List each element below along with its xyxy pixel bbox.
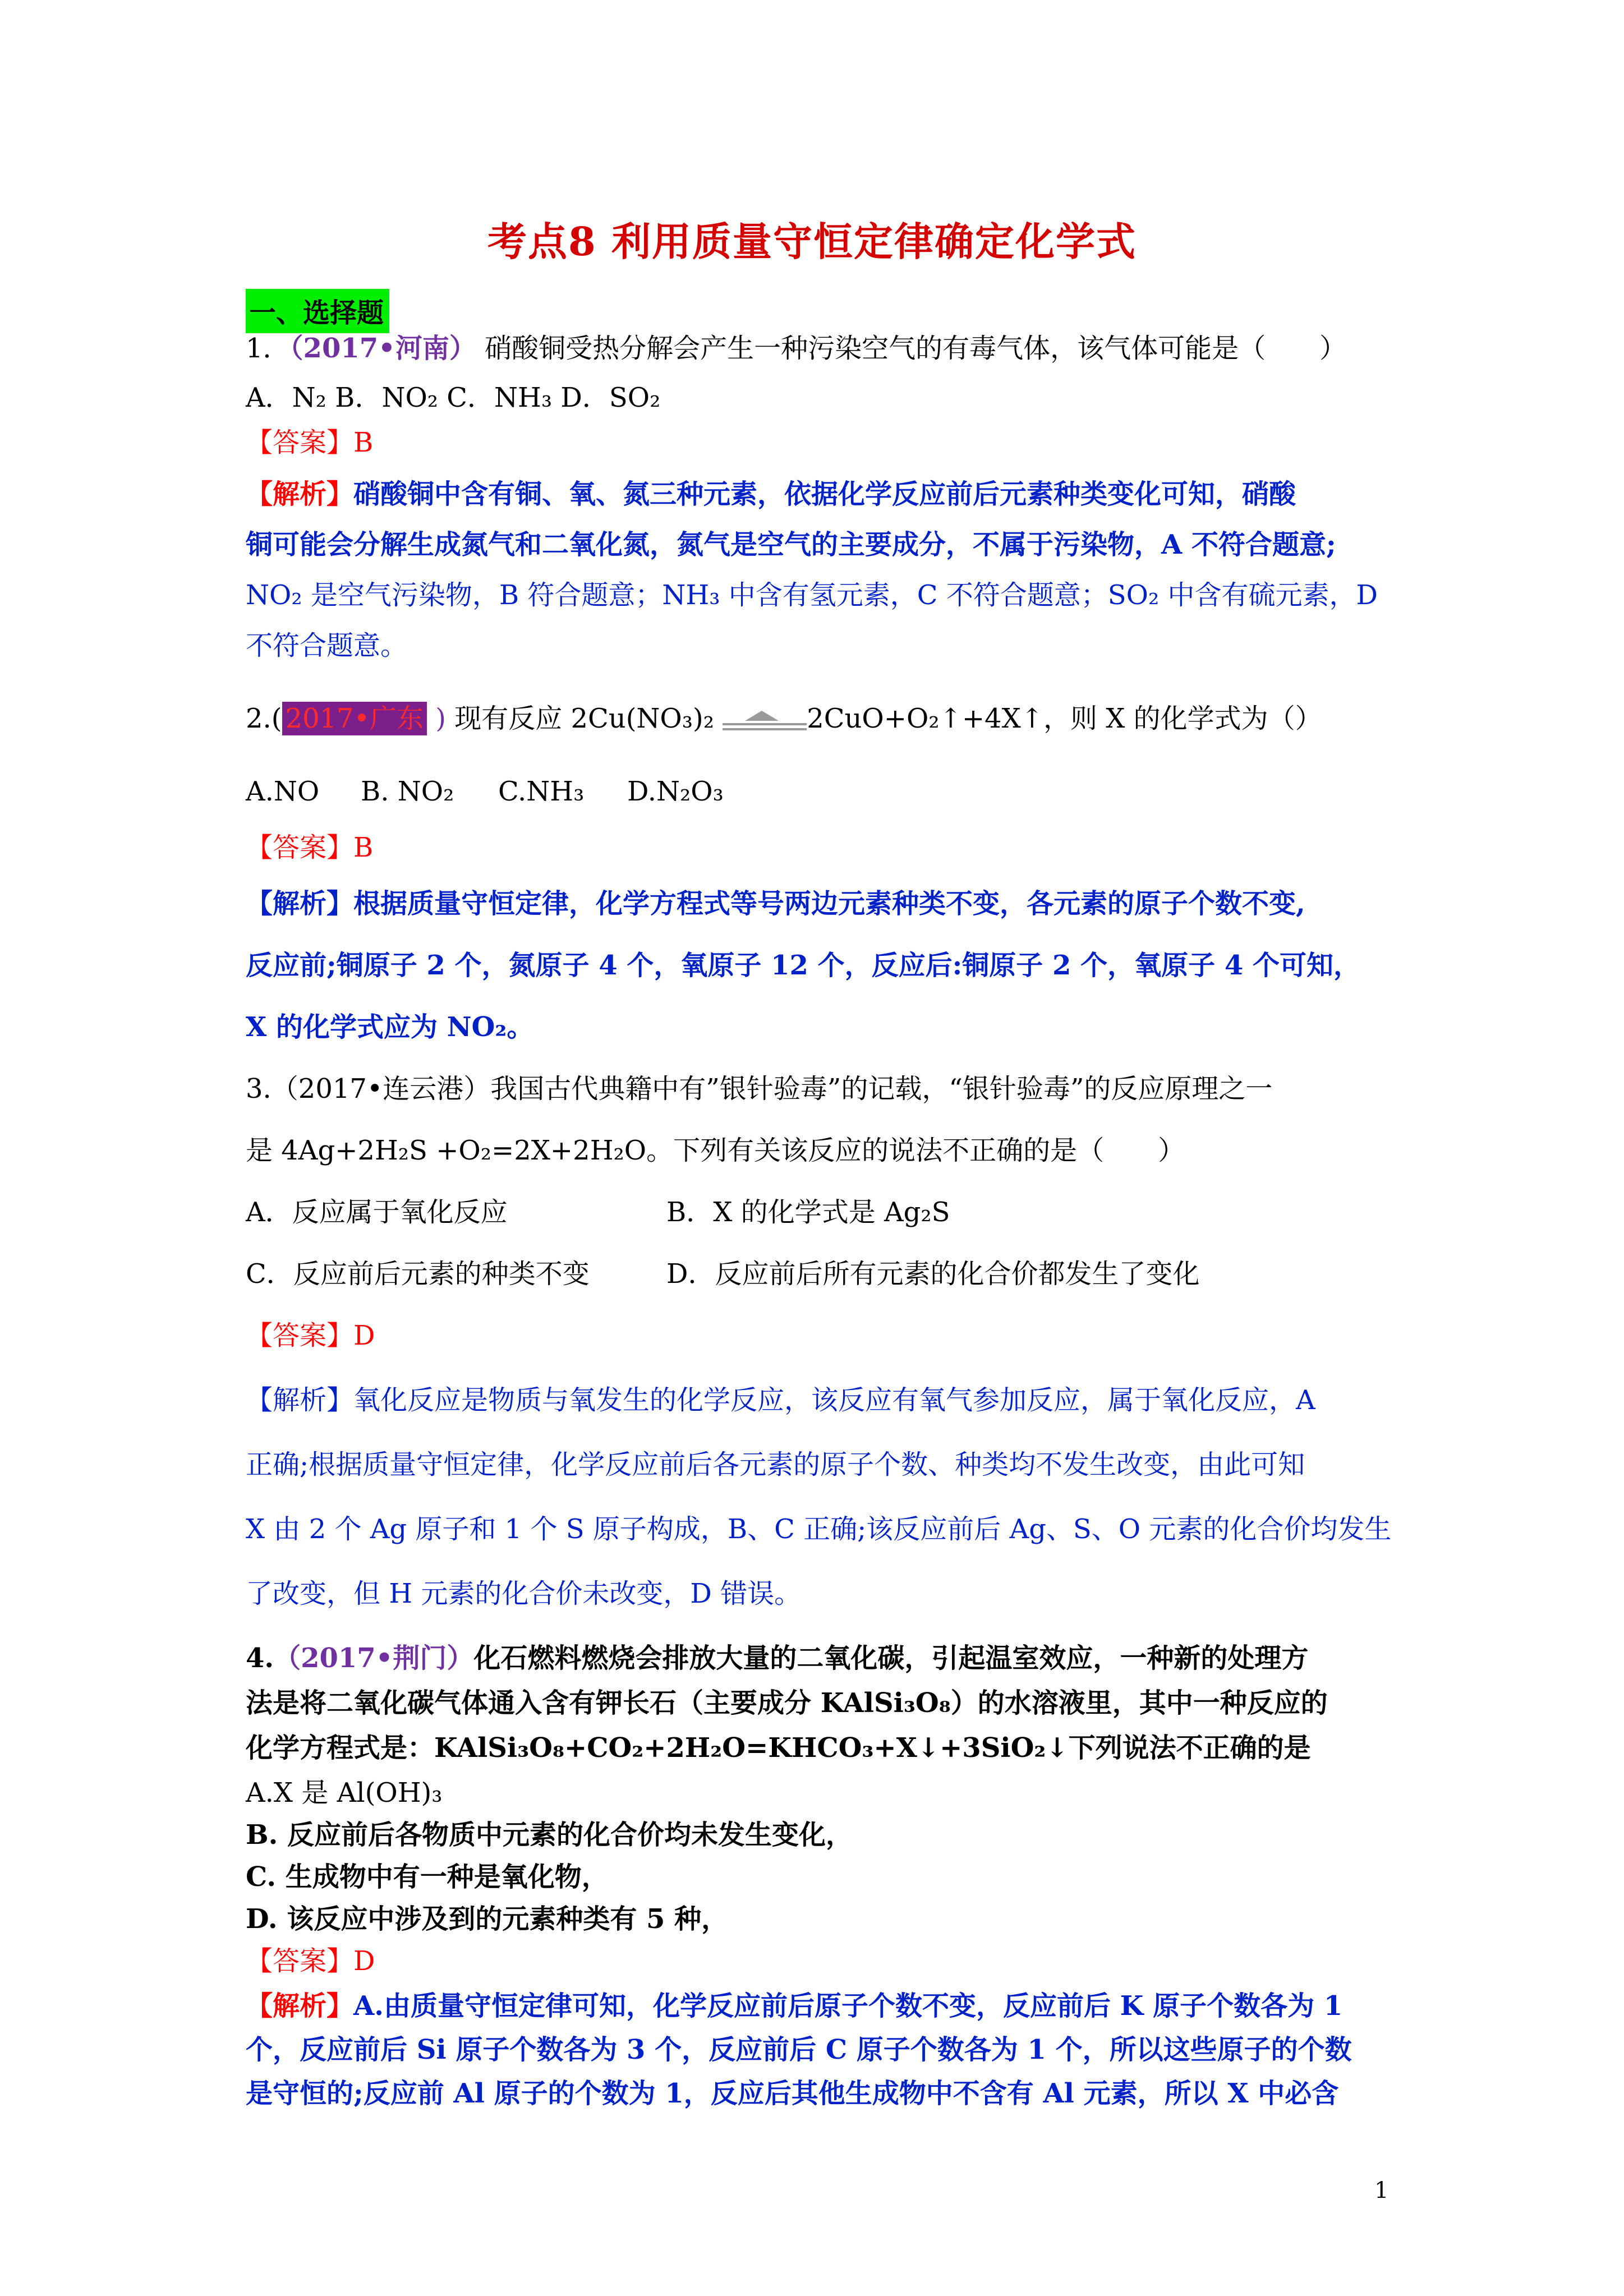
- q2-option-d: D.N₂O₃: [627, 776, 724, 807]
- q2-option-b: B. NO₂: [361, 776, 454, 807]
- q1-source: （2017•河南）: [289, 333, 476, 364]
- q2-analysis-line-1: 【解析】根据质量守恒定律，化学方程式等号两边元素种类不变，各元素的原子个数不变,: [246, 888, 1305, 919]
- q2-option-c: C.NH₃: [498, 776, 585, 807]
- q4-option-c: C. 生成物中有一种是氧化物，: [246, 1861, 609, 1893]
- q3-analysis-line-3: X 由 2 个 Ag 原子和 1 个 S 原子构成，B、C 正确;该反应前后 Ag、S、O 元素的化合价均发生: [246, 1513, 1392, 1545]
- q3-options-row-1: [246, 1198, 950, 1227]
- q4-source: （2017•荆门）: [274, 1642, 474, 1674]
- q2-options: [246, 777, 724, 807]
- q2-source: 2017•广东: [282, 702, 427, 735]
- page-number: 1: [1374, 2178, 1389, 2203]
- q4-stem-line-2: 法是将二氧化碳气体通入含有钾长石（主要成分 KAlSi₃O₈）的水溶液里，其中一种反应的: [246, 1687, 1328, 1719]
- q3-answer: [246, 1321, 375, 1351]
- q1-stem-text: 硝酸铜受热分解会产生一种污染空气的有毒气体，该气体可能是（ ）: [476, 333, 1347, 364]
- q2-option-a: A.NO: [246, 776, 320, 807]
- q3-analysis-line-2: 正确;根据质量守恒定律，化学反应前后各元素的原子个数、种类均不发生改变，由此可知: [246, 1449, 1305, 1480]
- q1-options: A．N₂ B．NO₂ C．NH₃ D．SO₂: [246, 382, 661, 413]
- q3-stem-line-2: 是 4Ag+2H₂S +O₂=2X+2H₂O。下列有关该反应的说法不正确的是（ ）: [246, 1135, 1185, 1166]
- q2-analysis-line-3: X 的化学式应为 NO₂。: [246, 1011, 534, 1043]
- q4-analysis-tag: 【解析】: [246, 1990, 354, 2022]
- q4-analysis-line-3: 是守恒的;反应前 Al 原子的个数为 1，反应后其他生成物中不含有 Al 元素，所以 X 中必含: [246, 2078, 1339, 2109]
- q3-analysis-line-1: 【解析】氧化反应是物质与氧发生的化学反应，该反应有氧气参加反应，属于氧化反应，A: [246, 1384, 1315, 1416]
- q1-analysis-line-3: NO₂ 是空气污染物，B 符合题意；NH₃ 中含有氢元素，C 不符合题意；SO₂ 中含有硫元素，D: [246, 579, 1378, 611]
- q4-analysis-line-2: 个，反应前后 Si 原子个数各为 3 个，反应前后 C 原子个数各为 1 个，所以这些原子的个数: [246, 2034, 1352, 2065]
- q3-option-b: B．X 的化学式是 Ag₂S: [666, 1197, 950, 1228]
- heat-equal-sign-icon: [723, 710, 807, 732]
- q4-option-a: A.X 是 Al(OH)₃: [246, 1777, 443, 1809]
- q4-option-b: B. 反应前后各物质中元素的化合价均未发生变化，: [246, 1819, 853, 1851]
- q1-stem: [246, 334, 1346, 364]
- q1-analysis-line-2: 铜可能会分解生成氮气和二氧化氮，氮气是空气的主要成分，不属于污染物，A 不符合题意;: [246, 529, 1336, 560]
- q1-answer-tag: 【答案】: [246, 427, 354, 458]
- section-label: 一、选择题: [246, 289, 389, 333]
- q2-answer-value: B: [353, 832, 374, 863]
- q3-analysis-line-4: 了改变，但 H 元素的化合价未改变，D 错误。: [246, 1578, 802, 1609]
- q4-answer: [246, 1947, 375, 1976]
- q4-analysis-line-1: 【解析】A.由质量守恒定律可知，化学反应前后原子个数不变，反应前后 K 原子个数各为 1: [246, 1990, 1343, 2022]
- q4-number: 4.: [246, 1642, 274, 1674]
- q3-analysis-tag: 【解析】: [246, 1384, 354, 1416]
- q3-option-a: A．反应属于氧化反应: [246, 1197, 508, 1228]
- q1-answer-value: B: [353, 427, 374, 458]
- q1-answer: [246, 428, 373, 458]
- q4-stem-line-1: 4.（2017•荆门）化石燃料燃烧会排放大量的二氧化碳，引起温室效应，一种新的处理方: [246, 1642, 1309, 1674]
- q2-analysis-line-2: 反应前;铜原子 2 个，氮原子 4 个，氧原子 12 个，反应后:铜原子 2 个，氧原子 4 个可知，: [246, 950, 1360, 981]
- q2-answer: [246, 833, 373, 863]
- q3-options-row-2: [246, 1259, 1200, 1289]
- q1-number: 1．: [246, 333, 290, 364]
- q3-answer-value: D: [353, 1320, 375, 1351]
- q2-answer-tag: 【答案】: [246, 832, 354, 863]
- q1-analysis-line-4: 不符合题意。: [246, 630, 408, 661]
- q3-option-c: C．反应前后元素的种类不变: [246, 1258, 590, 1290]
- q4-answer-value: D: [353, 1945, 375, 1977]
- q2-number: 2.(: [246, 703, 282, 734]
- q4-answer-tag: 【答案】: [246, 1945, 354, 1977]
- q2-analysis-tag: 【解析】: [246, 888, 354, 919]
- q1-analysis-tag: 【解析】: [246, 478, 354, 510]
- q3-option-d: D．反应前后所有元素的化合价都发生了变化: [666, 1258, 1200, 1290]
- q1-analysis-line-1: 【解析】硝酸铜中含有铜、氧、氮三种元素，依据化学反应前后元素种类变化可知，硝酸: [246, 478, 1296, 510]
- q3-stem-line-1: 3.（2017•连云港）我国古代典籍中有”银针验毒”的记载，“银针验毒”的反应原理之一: [246, 1073, 1273, 1105]
- q4-stem-line-3: 化学方程式是：KAlSi₃O₈+CO₂+2H₂O=KHCO₃+X↓+3SiO₂↓下列说法不正确的是: [246, 1732, 1311, 1764]
- q3-answer-tag: 【答案】: [246, 1320, 354, 1351]
- page-title: 考点8 利用质量守恒定律确定化学式: [487, 218, 1137, 265]
- q4-option-d: D. 该反应中涉及到的元素种类有 5 种，: [246, 1903, 729, 1935]
- q2-stem: 2.( 2017•广东 ) 现有反应 2Cu(NO₃)₂ 2CuO+O₂↑+4X↑，则 X 的化学式为（）: [246, 703, 1322, 734]
